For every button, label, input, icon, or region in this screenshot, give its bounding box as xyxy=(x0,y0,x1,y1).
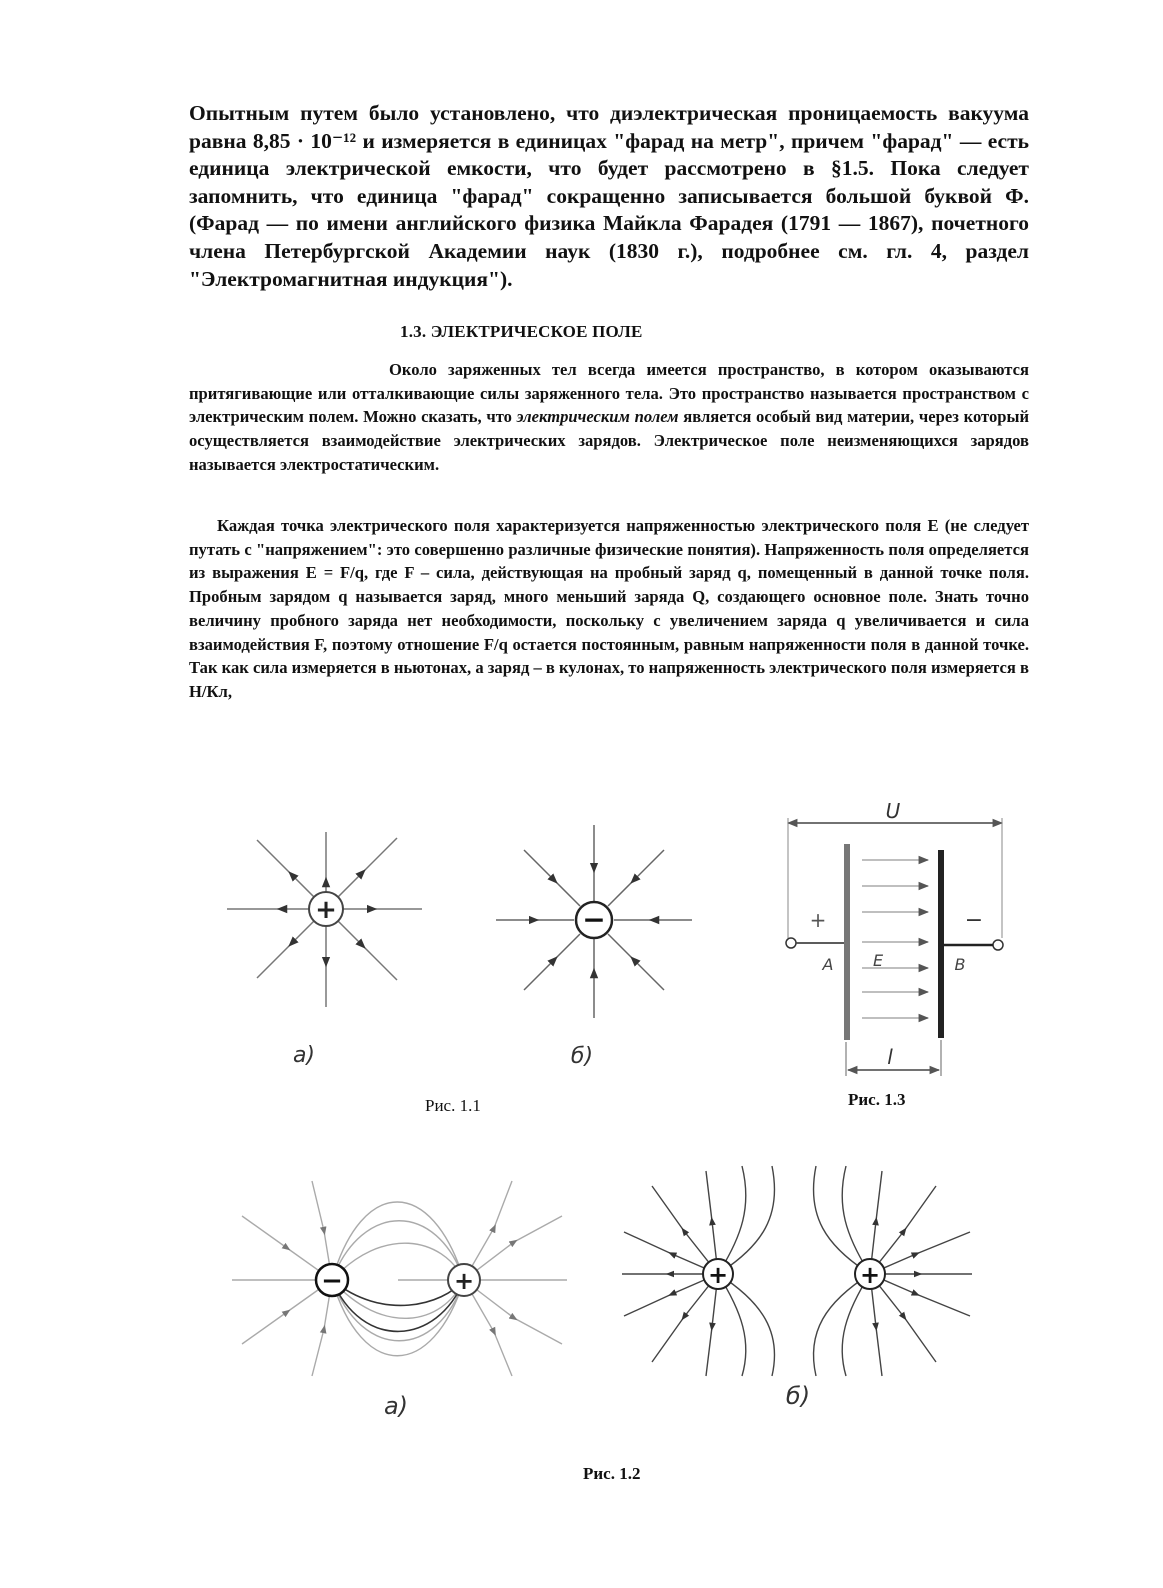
terminal-positive xyxy=(786,938,796,948)
field-line xyxy=(464,1216,562,1280)
plus-sign: + xyxy=(315,895,337,925)
section-heading: 1.3. ЭЛЕКТРИЧЕСКОЕ ПОЛЕ xyxy=(400,322,643,341)
terminal-negative xyxy=(993,940,1003,950)
field-line xyxy=(608,934,664,990)
label-plus: + xyxy=(809,908,827,932)
field-line xyxy=(332,1280,464,1318)
label-a: а) xyxy=(383,1392,409,1420)
minus-sign: − xyxy=(582,903,606,936)
field-arrows xyxy=(862,860,928,1018)
field-lines-left xyxy=(622,1166,775,1376)
label-l: l xyxy=(887,1045,893,1069)
figure-1-2b xyxy=(622,1166,972,1410)
field-line xyxy=(332,1221,464,1280)
field-term: электрическим полем xyxy=(516,407,679,427)
field-text-after: является особый вид материи, через который осуществляется взаимодействие электрических зарядов. Электрическое поле неизменяющихся зарядов называется электростатическим. xyxy=(189,407,1030,474)
figure-1-2a xyxy=(232,1176,572,1420)
label-A: A xyxy=(822,955,834,974)
label-B: B xyxy=(954,955,966,974)
plus-sign: + xyxy=(453,1267,475,1295)
label-a: а) xyxy=(292,1043,316,1068)
field-lines-right xyxy=(813,1166,972,1376)
field-paragraph xyxy=(189,358,1029,477)
label-U: U xyxy=(885,799,901,823)
figure-1-1b xyxy=(494,823,694,1069)
field-text-before: Около заряженных тел всегда имеется пространство, в котором оказываются притягивающие или отталкивающие силы заряженного тела. Это пространство называется пространством с электрическим полем. Можно сказать, что xyxy=(189,360,1029,427)
caption-fig-1-1: Рис. 1.1 xyxy=(425,1096,481,1115)
figure-1-3 xyxy=(780,800,1020,1080)
strength-text: Каждая точка электрического поля характеризуется напряженностью электрического поля E (не следует путать с "напряжением": это совершенно различные физические понятия). Напряженность поля определяется из выражения E = F/q, где F – сила, действующая на пробный заряд q, помещенный в данной точке поля. Пробным зарядом q называется заряд, много меньший заряда Q, создающего основное поле. Знать точно величину пробного заряда нет необходимости, поскольку с увеличением заряда q увеличивается и сила взаимодействия F, поэтому отношение F/q остается постоянным, равным напряженности поля в данной точке. Так как сила измеряется в ньютонах, а заряд – в кулонах, то напряженность электрического поля измеряется в Н/Кл, xyxy=(189,516,1029,701)
label-E: E xyxy=(872,951,884,970)
field-line xyxy=(524,934,580,990)
plate-A xyxy=(844,844,850,1040)
label-minus: − xyxy=(964,908,984,933)
intro-text: Опытным путем было установлено, что диэлектрическая проницаемость вакуума равна 8,85 · 10⁻¹² и измеряется в единицах "фарад на метр", причем "фарад" — есть единица электрической емкости, что будет рассмотрено в §1.5. Пока следует запомнить, что единица "фарад" сокращенно записывается большой буквой Ф. (Фарад — по имени английского физика Майкла Фарадея (1791 — 1867), почетного члена Петербургской Академии наук (1830 г.), подробнее см. гл. 4, раздел "Электромагнитная индукция"). xyxy=(189,101,1029,291)
field-line xyxy=(524,850,580,906)
minus-sign: − xyxy=(321,1266,343,1296)
plus-sign-left: + xyxy=(707,1261,729,1289)
label-b: б) xyxy=(570,1044,594,1069)
caption-fig-1-2: Рис. 1.2 xyxy=(583,1464,641,1483)
plus-sign-right: + xyxy=(859,1261,881,1289)
plate-B xyxy=(938,850,944,1038)
strength-paragraph xyxy=(189,514,1029,704)
label-b: б) xyxy=(785,1382,811,1410)
intro-paragraph xyxy=(189,100,1029,293)
field-line xyxy=(608,850,664,906)
caption-fig-1-3: Рис. 1.3 xyxy=(848,1090,906,1109)
field-line xyxy=(332,1243,464,1280)
field-line xyxy=(464,1280,562,1344)
figure-1-1a xyxy=(222,812,422,1068)
field-line xyxy=(332,1202,464,1280)
